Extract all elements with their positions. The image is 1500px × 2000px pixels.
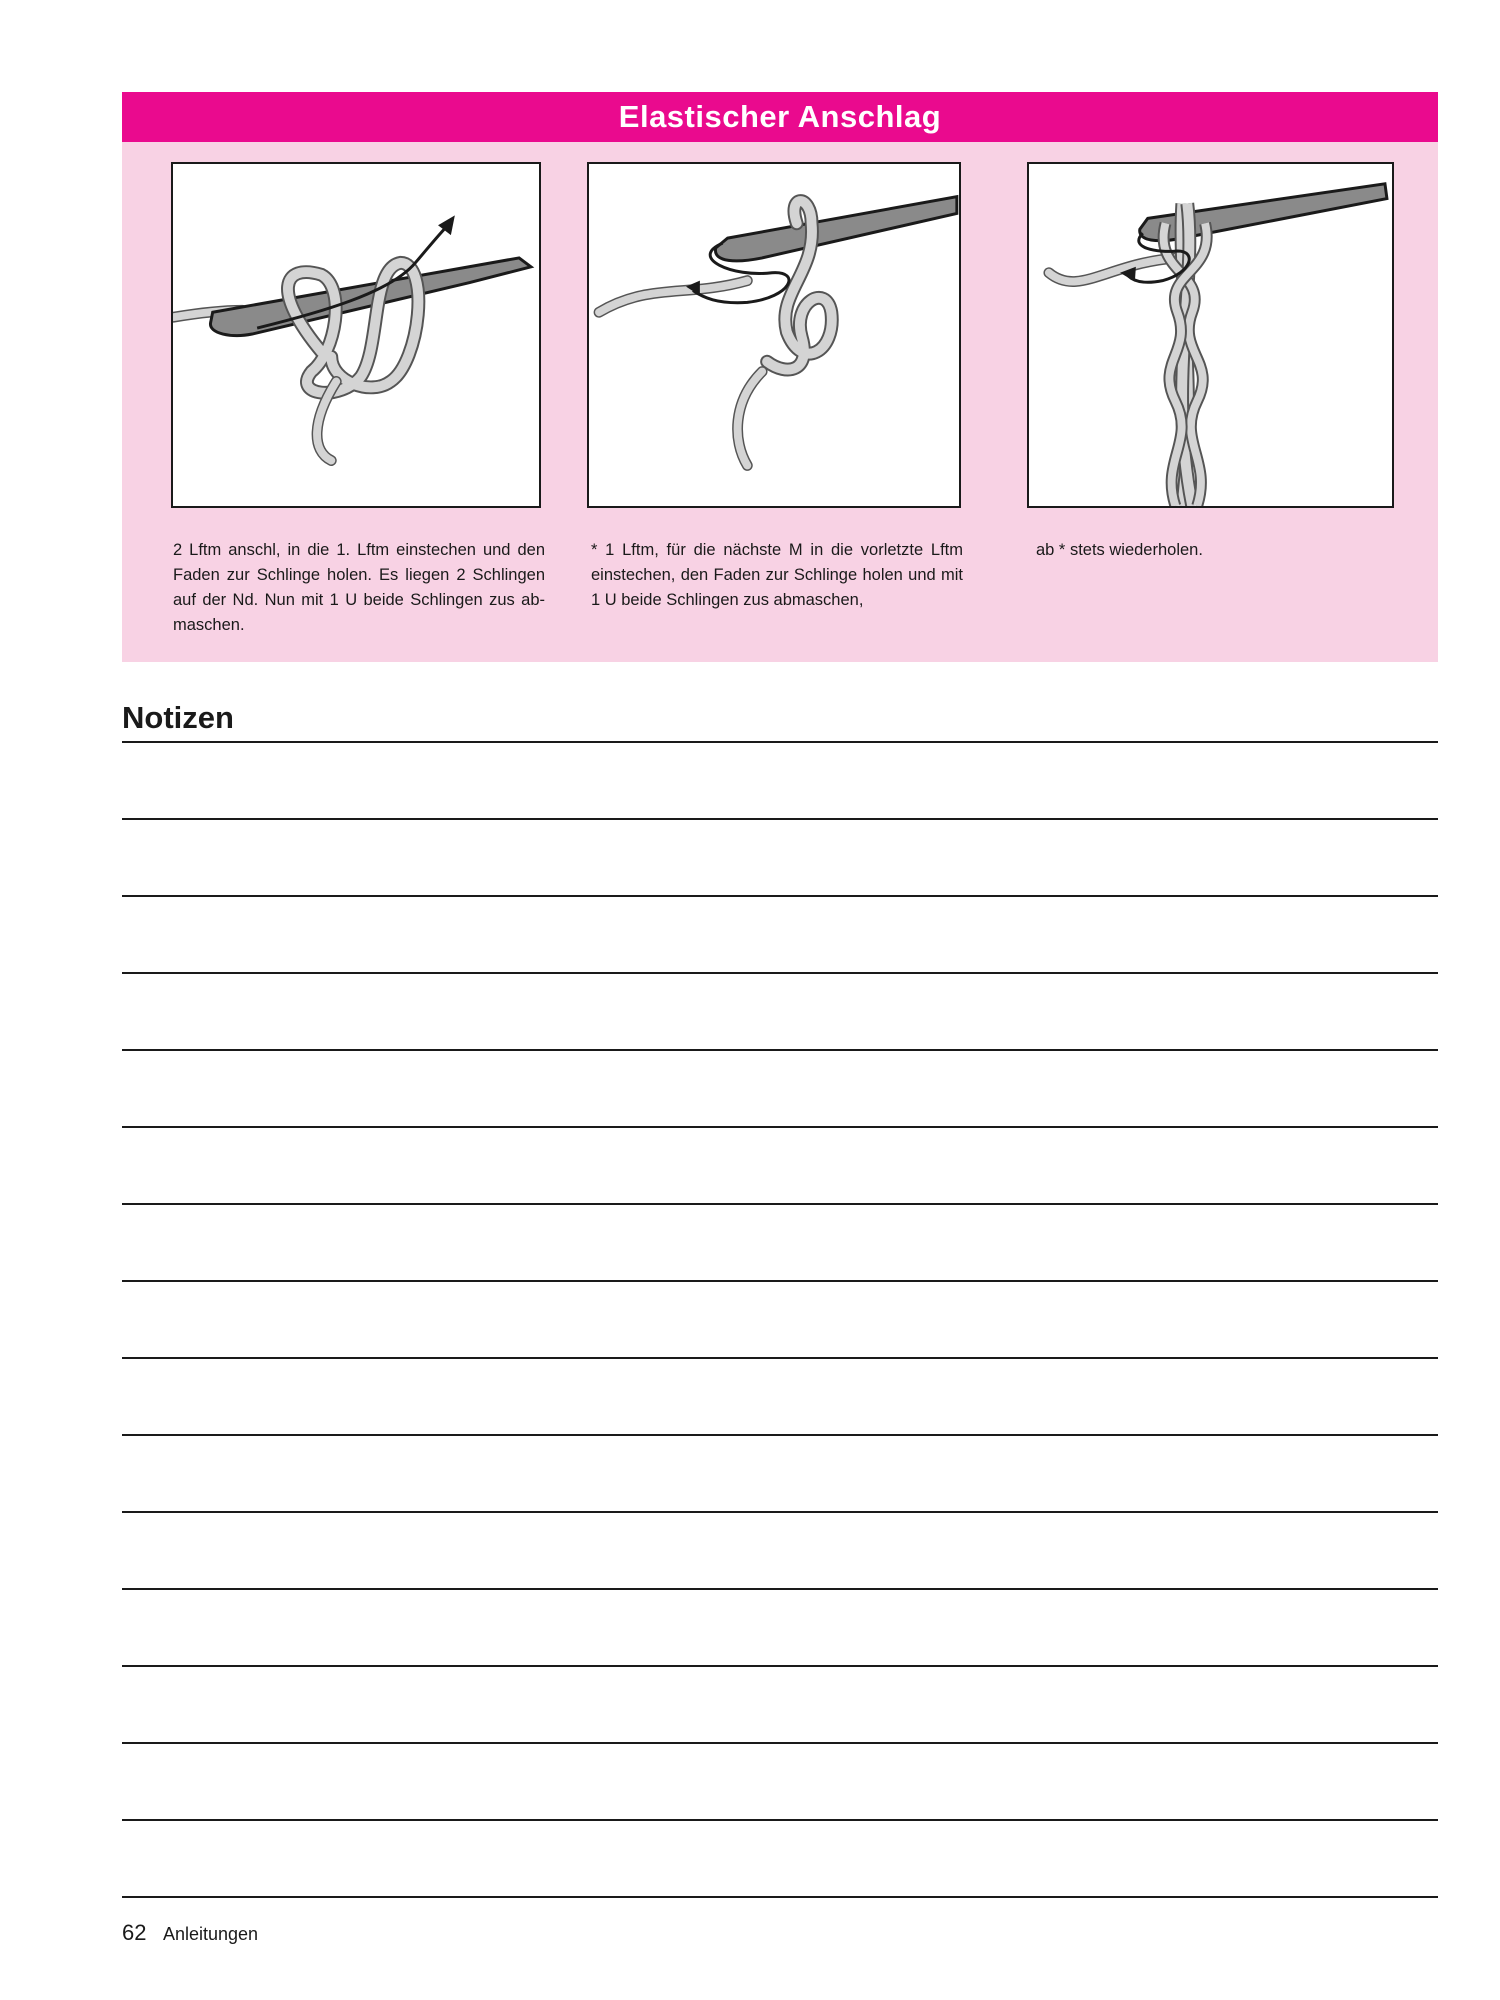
footer-section-name: Anleitungen [162, 1924, 259, 1944]
note-line [122, 1819, 1438, 1821]
note-line [122, 1434, 1438, 1436]
section-title: Elastischer Anschlag [618, 99, 942, 134]
note-line [122, 972, 1438, 974]
notes-heading: Notizen [122, 700, 234, 735]
step-1-instruction: 2 Lftm anschl, in die 1. Lftm einstechen und den Faden zur Schlinge holen. Es liegen 2 Schlingen auf der Nd. Nun mit 1 U beide Schlingen zus ab-maschen. [173, 541, 545, 634]
crochet-step-1-illustration [171, 162, 541, 508]
section-title-bar [122, 92, 1438, 142]
page-number: 62 [122, 1920, 147, 1945]
note-line [122, 1126, 1438, 1128]
step-2-instruction: * 1 Lftm, für die nächste M in die vorletzte Lftm einstechen, den Faden zur Schlinge holen und mit 1 U beide Schlingen zus abmaschen, [591, 541, 963, 609]
note-line [122, 1588, 1438, 1590]
note-line [122, 1203, 1438, 1205]
page-footer [122, 1920, 258, 1946]
note-line [122, 1049, 1438, 1051]
crochet-step-3-illustration [1027, 162, 1394, 508]
crochet-step-2-illustration [587, 162, 961, 508]
note-line [122, 1742, 1438, 1744]
note-line [122, 1665, 1438, 1667]
note-line [122, 818, 1438, 820]
note-line [122, 1511, 1438, 1513]
note-line [122, 1280, 1438, 1282]
instruction-panel [122, 92, 1438, 662]
step-3-instruction: ab * stets wiederholen. [1036, 541, 1203, 559]
notes-underline [122, 741, 1438, 743]
note-line [122, 895, 1438, 897]
note-line [122, 1357, 1438, 1359]
note-line [122, 1896, 1438, 1898]
